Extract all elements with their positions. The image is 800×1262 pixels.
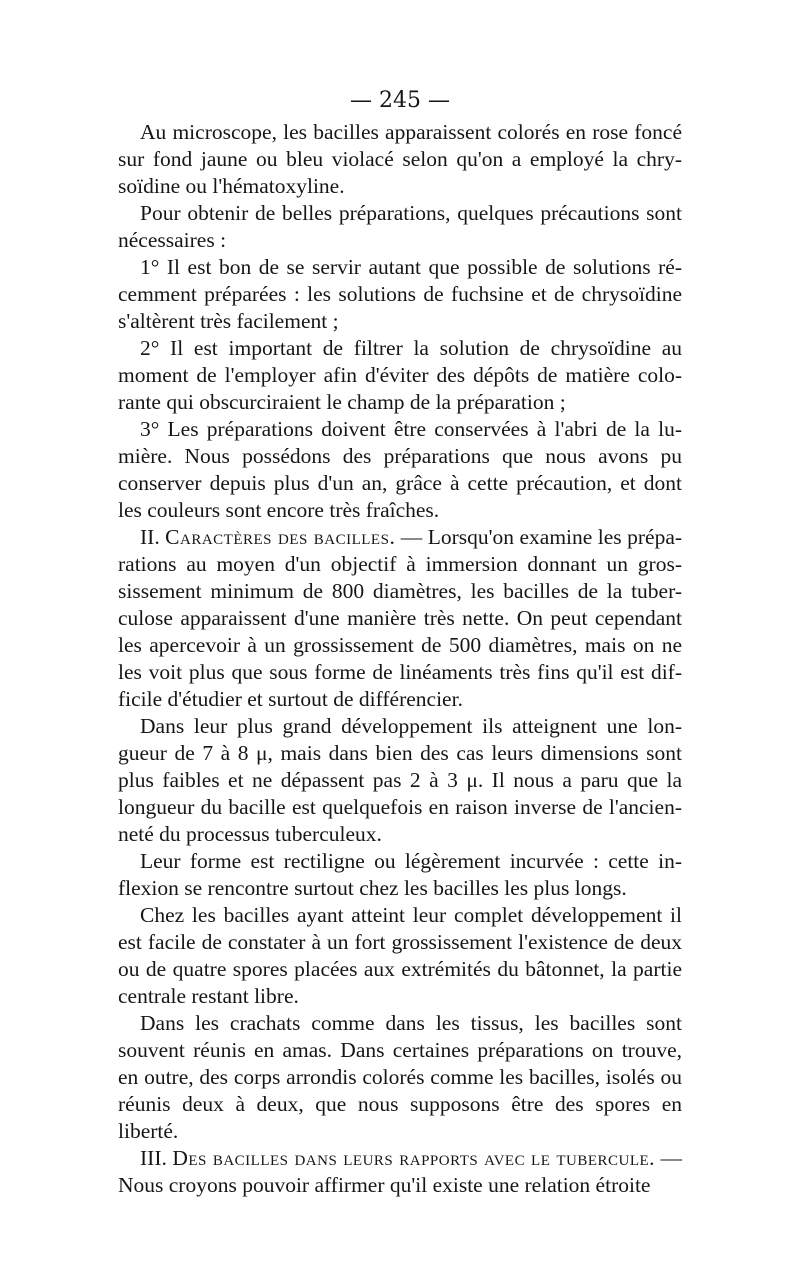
paragraph: Dans leur plus grand développement ils atteignent une lon-gueur de 7 à 8 μ, mais dans bien des cas leurs dimensions sont plus faibles et ne dépassent pas 2 à 3 μ. Il nous a paru que la longueur du bacille est quelquefois en raison inverse de l'ancien-neté du processus tuberculeux. — [118, 714, 682, 846]
paragraph: Chez les bacilles ayant atteint leur complet développement il est facile de constater à un fort grossissement l'existence de deux ou de quatre spores placées aux extrémités du bâtonnet, la partie centrale restant libre. — [118, 903, 682, 1008]
section-text: Nous croyons pouvoir affirmer qu'il existe une relation étroite — [118, 1173, 651, 1197]
page-text — [118, 119, 682, 1199]
paragraph: Dans les crachats comme dans les tissus, les bacilles sont souvent réunis en amas. Dans certaines préparations on trouve, en outre, des corps arrondis colorés comme les bacilles, isolés ou réunis deux à deux, que nous supposons être des spores en liberté. — [118, 1011, 682, 1143]
section-heading: Caractères des bacilles. — [165, 525, 396, 549]
paragraph: 1° Il est bon de se servir autant que possible de solutions ré-cemment préparées : les solutions de fuchsine et de chrysoïdine s'altèrent très facilement ; — [118, 255, 682, 333]
section-heading: Des bacilles dans leurs rapports avec le tubercule. — [172, 1146, 656, 1170]
paragraph: 3° Les préparations doivent être conservées à l'abri de la lu-mière. Nous possédons des préparations que nous avons pu conserver depuis plus d'un an, grâce à cette précaution, et dont les couleurs sont encore très fraîches. — [118, 417, 682, 522]
paragraph: 2° Il est important de filtrer la solution de chrysoïdine au moment de l'employer afin d'éviter des dépôts de matière colo-rante qui obscurciraient le champ de la préparation ; — [118, 336, 682, 414]
section-paragraph — [118, 1145, 682, 1199]
page-number: — 245 — — [350, 88, 450, 113]
section-dash: — — [395, 525, 428, 549]
section-number: II. — [140, 525, 160, 549]
paragraph: Leur forme est rectiligne ou légèrement incurvée : cette in-flexion se rencontre surtout chez les bacilles les plus longs. — [118, 849, 682, 900]
section-text: Lorsqu'on examine les prépa-rations au moyen d'un objectif à immersion donnant un gros-sissement minimum de 800 diamètres, les bacilles de la tuber-culose apparaissent d'une manière très nette. On peut cependant les apercevoir à un grossissement de 500 diamètres, mais on ne les voit plus que sous forme de linéaments très fins qu'il est dif-ficile d'étudier et surtout de différencier. — [118, 525, 683, 711]
section-dash: — — [655, 1146, 683, 1170]
paragraph: Au microscope, les bacilles apparaissent colorés en rose foncé sur fond jaune ou bleu violacé selon qu'on a employé la chry-soïdine ou l'hématoxyline. — [118, 120, 682, 198]
section-paragraph — [118, 524, 682, 713]
paragraph: Pour obtenir de belles préparations, quelques précautions sont nécessaires : — [118, 201, 682, 252]
section-number: III. — [140, 1146, 167, 1170]
